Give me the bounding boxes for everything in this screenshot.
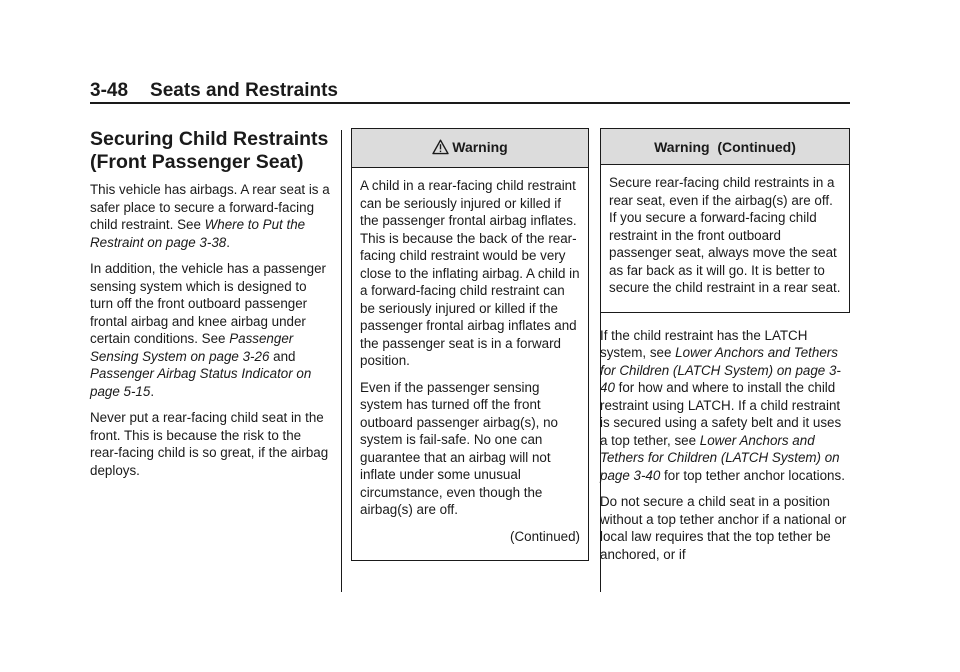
warning-box-header bbox=[352, 129, 588, 168]
paragraph-end: for top tether anchor locations. bbox=[660, 467, 845, 483]
warning-box bbox=[351, 128, 589, 561]
warning-continued-header: Warning (Continued) bbox=[601, 129, 849, 165]
cross-reference-link[interactable]: Where to Put the Restraint on page 3-38 bbox=[90, 217, 306, 250]
cross-reference-link[interactable]: Passenger Airbag Status Indicator on page 5-15 bbox=[90, 366, 312, 399]
warning-continued-box bbox=[600, 128, 850, 313]
paragraph-end: . bbox=[150, 383, 155, 399]
cross-reference-link[interactable]: Lower Anchors and Tethers for Children (LATCH System) on page 3-40 bbox=[600, 345, 841, 395]
paragraph-top-tether: Do not secure a child seat in a position without a top tether anchor if a national or local law requires that the top tether be anchored, or if bbox=[600, 494, 847, 562]
paragraph-latch bbox=[600, 327, 850, 485]
column-divider-1 bbox=[341, 130, 342, 592]
column-2 bbox=[351, 128, 589, 561]
section-title bbox=[90, 128, 332, 174]
paragraph-text: In addition, the vehicle has a passenger sensing system which is designed to turn off the front outboard passenger frontal airbag and knee airbag under certain conditions. See bbox=[90, 261, 326, 346]
warning-paragraph-2: Even if the passenger sensing system has turned off the front outboard passenger airbag(s), no system is fail-safe. No one can guarantee that an airbag will not inflate under some unusual circumstance, even though the airbag(s) are off. bbox=[360, 379, 559, 517]
column-3 bbox=[600, 128, 850, 572]
paragraph-airbags bbox=[90, 181, 332, 251]
section-title-line2: (Front Passenger Seat) bbox=[90, 151, 304, 173]
paragraph-end: . bbox=[226, 234, 230, 250]
cross-reference-link[interactable]: Lower Anchors and Tethers for Children (LATCH System) on page 3-40 bbox=[600, 432, 840, 483]
header-rule bbox=[90, 102, 850, 104]
warning-continued-body bbox=[601, 165, 849, 312]
warning-title: Warning bbox=[452, 139, 508, 155]
section-name: Seats and Restraints bbox=[150, 80, 338, 101]
warning-paragraph-1: A child in a rear-facing child restraint can be seriously injured or killed if the passenger frontal airbag inflates. This is because the back of the rear-facing child restraint would be very close to the inflating airbag. A child in a forward-facing child restraint can be seriously injured or killed if the passenger frontal airbag inflates and the passenger seat is in a forward position. bbox=[360, 178, 580, 368]
paragraph-never-rear-facing: Never put a rear-facing child seat in the front. This is because the risk to the rear-facing child is so great, if the airbag deploys. bbox=[90, 410, 329, 478]
paragraph-text: and bbox=[269, 348, 296, 364]
continued-label: (Continued) bbox=[510, 528, 580, 544]
page-number: 3-48 bbox=[90, 80, 129, 101]
paragraph-passenger-sensing bbox=[90, 260, 332, 400]
warning-continued-paragraph: Secure rear-facing child restraints in a rear seat, even if the airbag(s) are off. If you secure a forward-facing child restraint in the front outboard passenger seat, always move the seat as far back as it will go. It is better to secure the child restraint in a rear seat. bbox=[609, 175, 841, 295]
paragraph-text: If the child restraint has the LATCH system, see bbox=[600, 327, 808, 360]
warning-box-body bbox=[352, 168, 588, 560]
warning-triangle-icon bbox=[432, 139, 449, 159]
cross-reference-link[interactable]: Passenger Sensing System on page 3-26 bbox=[90, 331, 294, 364]
latch-section bbox=[600, 327, 850, 564]
section-title-line1: Securing Child Restraints bbox=[90, 128, 329, 150]
column-1 bbox=[90, 128, 332, 488]
page-header bbox=[90, 80, 850, 102]
paragraph-text: for how and where to install the child restraint using LATCH. If a child restraint is secured using a safety belt and it uses a top tether, see bbox=[600, 380, 842, 448]
paragraph-text: This vehicle has airbags. A rear seat is a safer place to secure a forward-facing child restraint. See bbox=[90, 182, 330, 232]
